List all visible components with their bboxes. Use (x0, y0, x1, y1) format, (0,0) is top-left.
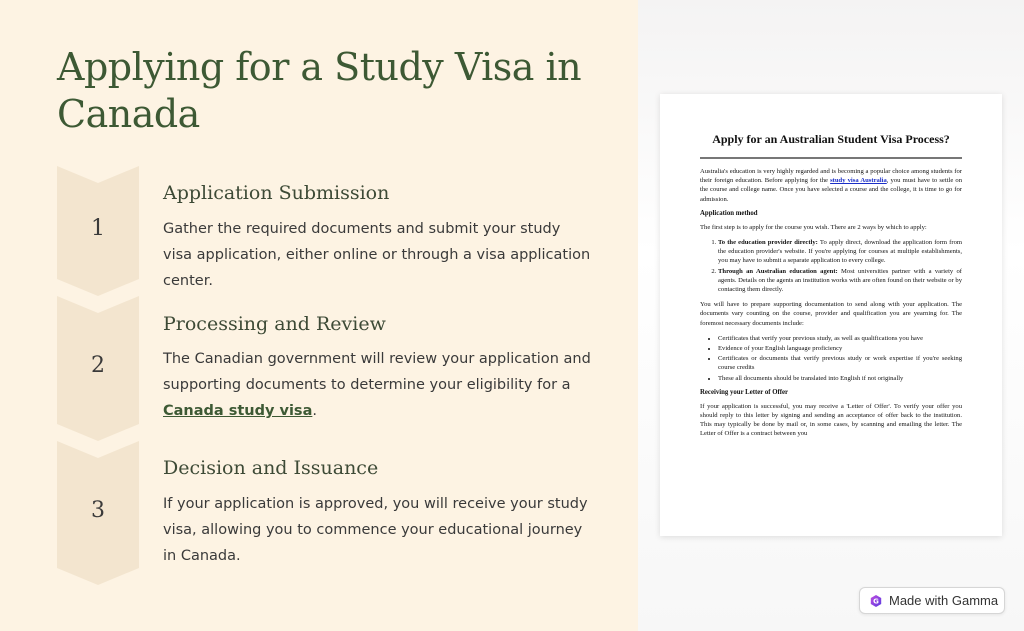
document-divider (700, 157, 962, 159)
study-visa-australia-link[interactable]: study visa Australia (830, 177, 887, 185)
step-2-text-after: . (312, 403, 317, 419)
gamma-logo-icon (870, 595, 882, 607)
svg-text:G: G (873, 597, 879, 606)
document-docs-item: • Evidence of your English language proficiency (718, 344, 962, 353)
made-with-gamma-button[interactable] (859, 587, 1005, 614)
document-title: Apply for an Australian Student Visa Process? (712, 132, 950, 146)
document-docs-item: • Certificates or documents that verify previous study or work expertise if you're seeking course credits (718, 354, 962, 372)
document-method-text: The first step is to apply for the course you wish. There are 2 ways by which to apply: (700, 223, 927, 231)
document-intro-text-after: , you must have to settle on the course and college name. Once you have selected a course and the college, it is time to go for admission. (700, 177, 963, 203)
canada-study-visa-link[interactable]: Canada study visa (163, 403, 313, 419)
document-letter-text: If your application is successful, you may receive a 'Letter of Offer'. To verify your offer you should reply to this letter by signing and sending an acceptance of offer back to the institution. This may typically be done by mail or, in some cases, by scanning and emailing the letter. The Letter of Offer is a contract between you (700, 402, 962, 438)
document-method-desc: Most universities partner with a variety of agents. Details on the agents an institution works with are often found on their website or by contacting them directly. (718, 267, 962, 294)
document-docs-list (700, 334, 962, 383)
step-1-text: Gather the required documents and submit your study visa application, either online or through a visa application center. (163, 221, 591, 289)
step-1-title: Application Submission (163, 182, 390, 204)
step-3-text: If your application is approved, you will receive your study visa, allowing you to commence your educational journey in Canada. (163, 496, 588, 564)
step-3-number: 3 (91, 498, 105, 523)
document-intro (700, 167, 962, 204)
step-2-number: 2 (91, 353, 105, 378)
document-method-desc: To apply direct, download the application form from the education provider's website. If you're applying for courses at multiple establishments, you may have to submit a separate application to every college. (718, 239, 962, 265)
document-method-item (718, 267, 962, 295)
step-2-text-before: The Canadian government will review your application and supporting documents to determine your eligibility for a (163, 351, 591, 393)
document-method-list (700, 238, 962, 294)
step-3-marker (57, 441, 139, 585)
document-docs-text: You will have to prepare supporting documentation to send along with your application. The documents vary counting on the course, provider and qualification you are yearning for. The foremost necessary documents include: (700, 301, 962, 327)
document-docs-item: • Certificates that verify your previous study, as well as qualifications you have (718, 334, 962, 343)
document-docs-item: • These all documents should be translated into English if not originally (718, 374, 962, 383)
document-image (660, 94, 1002, 536)
step-2-title: Processing and Review (163, 313, 386, 335)
document-method-item (718, 238, 962, 266)
document-method-label: To the education provider directly: (718, 239, 818, 247)
badge-label: Made with Gamma (889, 593, 999, 608)
page-title: Applying for a Study Visa in Canada (57, 45, 582, 136)
document-method-label: Through an Australian education agent: (718, 267, 838, 275)
step-2-text (163, 346, 593, 424)
document-heading-method: Application method (700, 209, 758, 217)
step-1-marker (57, 166, 139, 296)
step-1-number: 1 (91, 216, 105, 241)
document-content (700, 132, 962, 445)
step-3-title: Decision and Issuance (163, 457, 379, 479)
document-heading-letter: Receiving your Letter of Offer (700, 388, 789, 396)
step-2-marker (57, 296, 139, 441)
document-intro-text: Australia's education is very highly regarded and is becoming a popular choice among students for their foreign education. Before applying for the (700, 168, 962, 185)
